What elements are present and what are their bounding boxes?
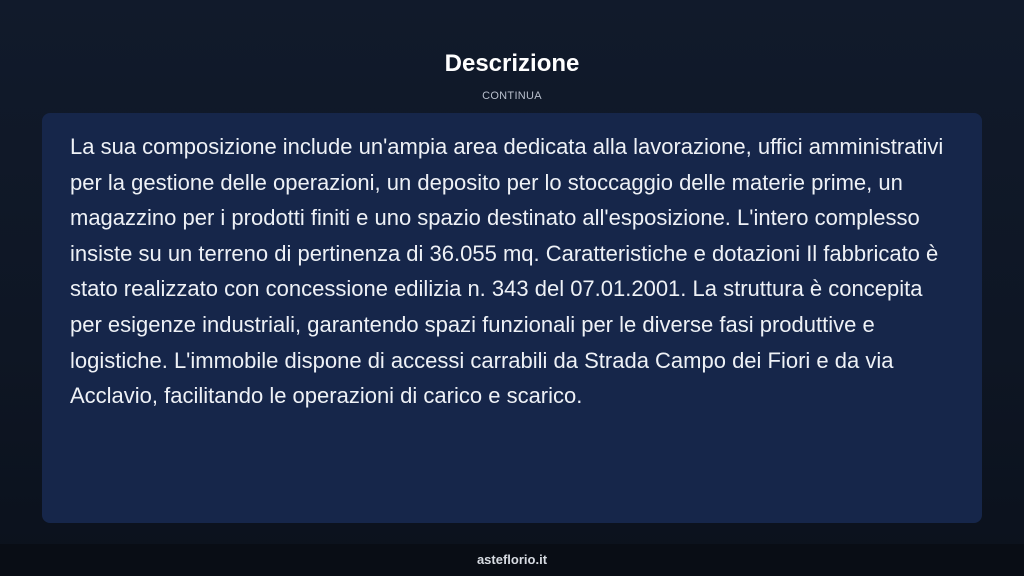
page-title: Descrizione <box>444 50 580 77</box>
description-card <box>42 113 982 523</box>
continua-label: CONTINUA <box>482 90 542 102</box>
description-text: La sua composizione include un'ampia area dedicata alla lavorazione, uffici amministrativi per la gestione delle operazioni, un deposito per lo stoccaggio delle materie prime, un magazzino per i prodotti finiti e uno spazio destinato all'esposizione. L'intero complesso insiste su un terreno di pertinenza di 36.055 mq. Caratteristiche e dotazioni Il fabbricato è stato realizzato con concessione edilizia n. 343 del 07.01.2001. La struttura è concepita per esigenze industriali, garantendo spazi funzionali per le diverse fasi produttive e logistiche. L'immobile dispone di accessi carrabili da Strada Campo dei Fiori e da via Acclavio, facilitando le operazioni di carico e scarico. <box>70 134 944 409</box>
footer-bar <box>0 544 1024 576</box>
footer-brand: asteflorio.it <box>476 552 548 567</box>
